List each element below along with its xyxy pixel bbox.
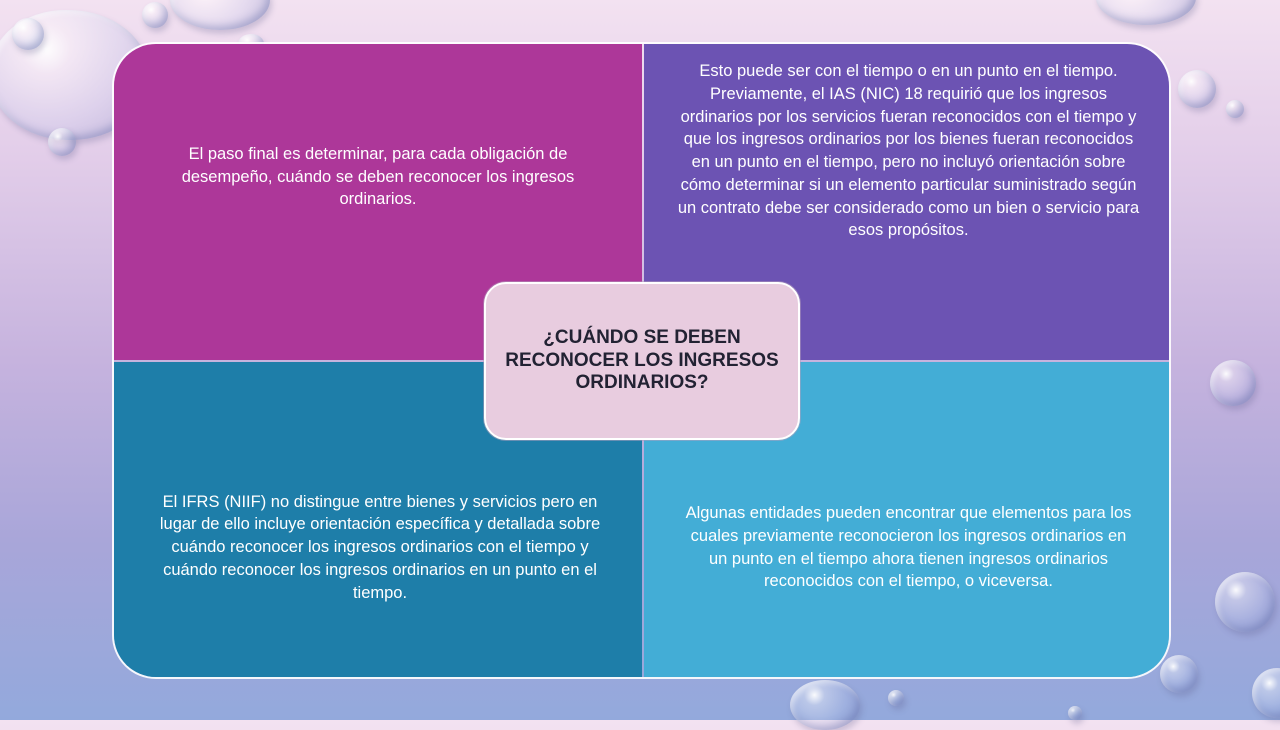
water-drop-decoration [48, 128, 76, 156]
water-drop-decoration [1068, 706, 1082, 720]
water-drop-decoration [790, 680, 860, 730]
water-drop-decoration [1252, 668, 1280, 718]
water-drop-decoration [1210, 360, 1256, 406]
center-question-box [484, 282, 800, 440]
water-drop-decoration [1178, 70, 1216, 108]
water-drop-decoration [170, 0, 270, 30]
quadrant-text: Esto puede ser con el tiempo o en un punto en el tiempo. Previamente, el IAS (NIC) 18 requirió que los ingresos ordinarios por los servicios fueran reconocidos con el tiempo y que los ingresos ordinarios por los bienes fueran reconocidos en un punto en el tiempo, pero no incluyó orientación sobre cómo determinar si un elemento particular suministrado según un contrato debe ser considerado como un bien o servicio para esos propósitos. [677, 62, 1140, 240]
water-drop-decoration [1215, 572, 1275, 632]
quadrant-text: El paso final es determinar, para cada obligación de desempeño, cuándo se deben reconocer los ingresos ordinarios. [181, 144, 575, 209]
water-drop-decoration [1226, 100, 1244, 118]
quadrant-text: El IFRS (NIIF) no distingue entre bienes y servicios pero en lugar de ello incluye orientación específica y detallada sobre cuándo reconocer los ingresos ordinarios con el tiempo y cuándo reconocer los ingresos ordinarios en un punto en el tiempo. [159, 492, 601, 602]
water-drop-decoration [888, 690, 904, 706]
center-question-text: ¿CUÁNDO SE DEBEN RECONOCER LOS INGRESOS ORDINARIOS? [505, 326, 779, 394]
water-drop-decoration [142, 2, 168, 28]
water-drop-decoration [12, 18, 44, 50]
quadrant-text: Algunas entidades pueden encontrar que elementos para los cuales previamente reconocieron los ingresos ordinarios en un punto en el tiempo ahora tienen ingresos ordinarios reconocidos con el tiempo, o viceversa. [685, 503, 1132, 591]
water-drop-decoration [1096, 0, 1196, 25]
